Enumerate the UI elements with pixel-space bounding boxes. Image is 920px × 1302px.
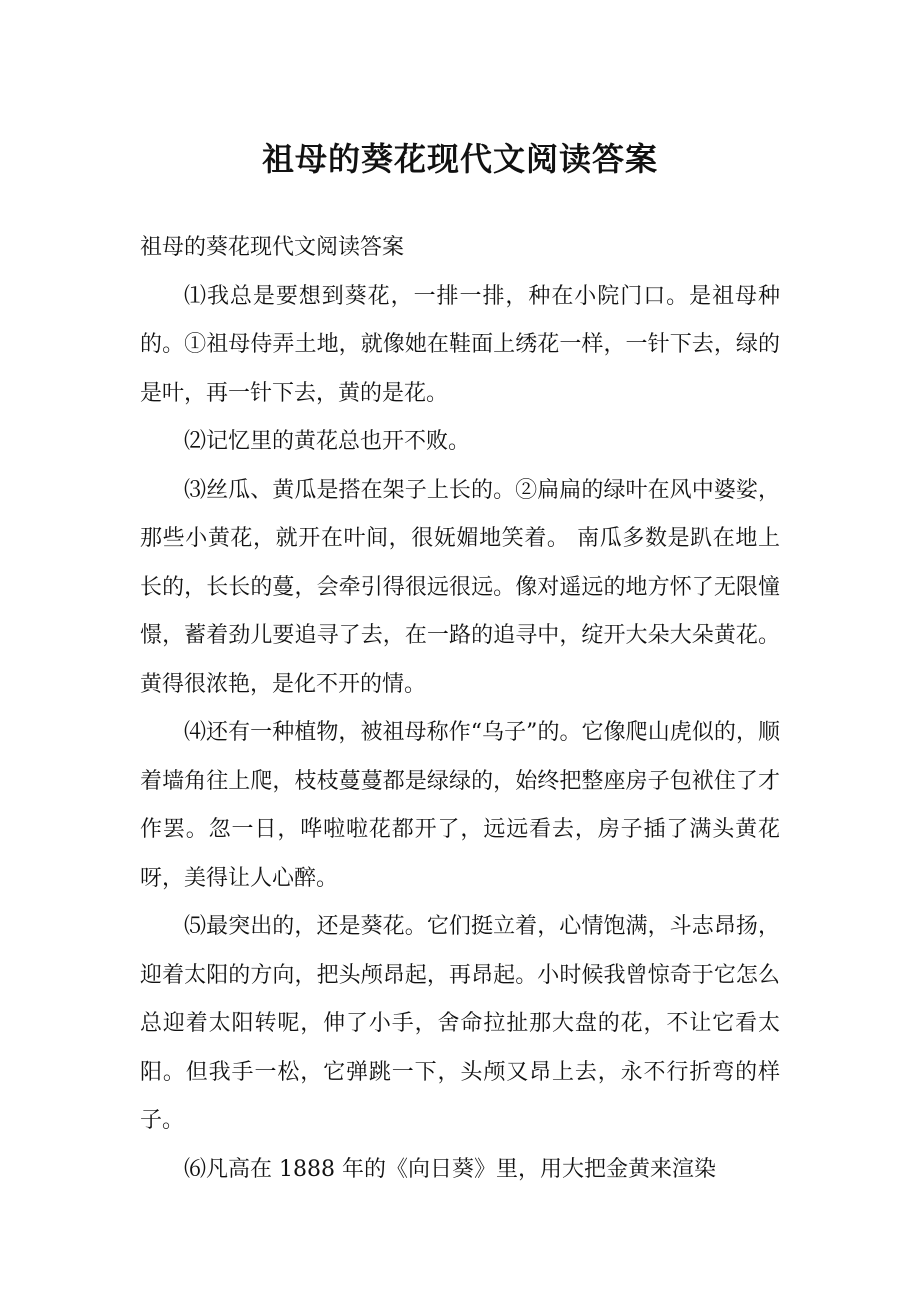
paragraph-4: ⑷还有一种植物，被祖母称作“乌子”的。它像爬山虎似的，顺着墙角往上爬，枝枝蔓蔓都是绿绿的，始终把整座房子包袱住了才作罢。忽一日，哗啦啦花都开了，远远看去，房子插了满头黄花呀，美得让人心醉。	[140, 720, 780, 891]
paragraph-1: ⑴我总是要想到葵花，一排一排，种在小院门口。是祖母种的。①祖母侍弄土地，就像她在鞋面上绣花一样，一针下去，绿的是叶，再一针下去，黄的是花。	[140, 283, 780, 406]
subtitle: 祖母的葵花现代文阅读答案	[140, 235, 405, 260]
paragraph-5: ⑸最突出的，还是葵花。它们挺立着，心情饱满，斗志昂扬，迎着太阳的方向，把头颅昂起，再昂起。小时候我曾惊奇于它怎么总迎着太阳转呢，伸了小手，舍命拉扯那大盘的花，不让它看太阳。但我手一松，它弹跳一下，头颅又昂上去，永不行折弯的样子。	[140, 914, 780, 1133]
document-body	[140, 224, 780, 1194]
paragraph-3: ⑶丝瓜、黄瓜是搭在架子上长的。②扁扁的绿叶在风中婆娑，那些小黄花，就开在叶间，很妩媚地笑着。 南瓜多数是趴在地上长的，长长的蔓，会牵引得很远很远。像对遥远的地方怀了无限憧憬，蓄着劲儿要追寻了去，在一路的追寻中，绽开大朵大朵黄花。黄得很浓艳，是化不开的情。	[140, 477, 780, 697]
paragraph-2: ⑵记忆里的黄花总也开不败。	[184, 429, 471, 454]
paragraph-6: ⑹凡高在 1888 年的《向日葵》里，用大把金黄来渲染	[184, 1156, 716, 1182]
page-title: 祖母的葵花现代文阅读答案	[261, 140, 658, 178]
